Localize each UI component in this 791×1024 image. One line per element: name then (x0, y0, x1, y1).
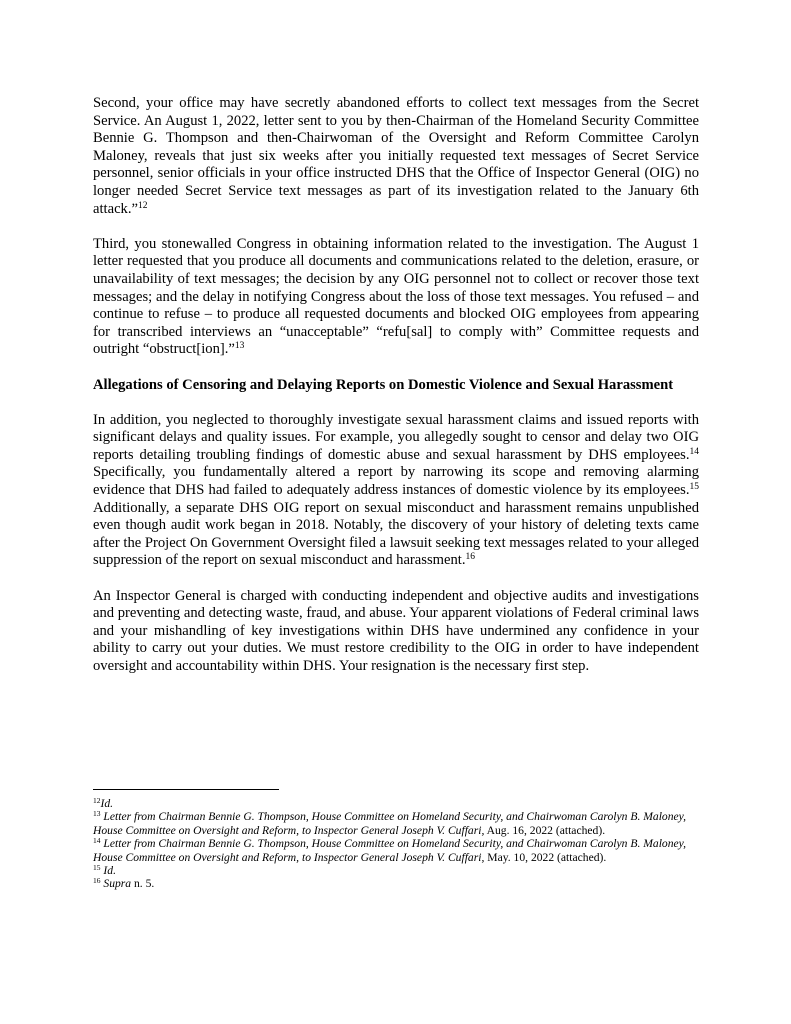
footnote-citation: Letter from Chairman Bennie G. Thompson, House Committee on Homeland Security, and Chairwoman Carolyn B. Maloney, House Committee on Oversight and Reform, to Inspector General Joseph V. Cuffari, (93, 810, 687, 837)
footnote-number: 15 (93, 863, 101, 873)
paragraph-harassment (93, 412, 699, 570)
paragraph-text: Additionally, a separate DHS OIG report on sexual misconduct and harassment remains unpublished even though audit work began in 2018. Notably, the discovery of your history of deleting texts came after the Project On Government Oversight filed a lawsuit seeking text messages related to your alleged suppression of the report on sexual misconduct and harassment. (93, 499, 699, 569)
footnote-16 (93, 877, 699, 890)
footnotes-section (93, 789, 699, 891)
footnote-13 (93, 810, 699, 837)
section-heading: Allegations of Censoring and Delaying Reports on Domestic Violence and Sexual Harassment (93, 376, 674, 393)
paragraph-conclusion (93, 588, 699, 676)
footnote-15 (93, 864, 699, 877)
footnote-ref: 13 (234, 341, 245, 352)
footnote-number: 12 (93, 796, 101, 805)
paragraph-text: Third, you stonewalled Congress in obtaining information related to the investigation. The August 1 letter requested that you produce all documents and communications related to the deletion, erasure, or unavailability of text messages; the decision by any OIG personnel not to collect or recover those text messages; and the delay in notifying Congress about the loss of those text messages. You refused – and continue to refuse – to produce all requested documents and blocked OIG employees from appearing for transcribed interviews an “unacceptable” “refu[sal] to comply with” Committee requests and outright “obstruct[ion].” (93, 235, 699, 358)
footnote-citation: Supra (103, 877, 132, 891)
footnote-number: 14 (93, 836, 101, 846)
footnote-ref: 12 (137, 200, 148, 211)
footnote-ref: 15 (689, 482, 699, 493)
footnote-divider (93, 789, 279, 790)
paragraph-stonewalled (93, 236, 699, 359)
paragraph-text: Second, your office may have secretly abandoned efforts to collect text messages from the Secret Service. An August 1, 2022, letter sent to you by then-Chairman of the Homeland Security Committee Bennie G. Thompson and then-Chairwoman of the Oversight and Reform Committee Carolyn Maloney, reveals that just six weeks after you initially requested text messages of Secret Service personnel, senior officials in your office instructed DHS that the Office of Inspector General (OIG) no longer needed Secret Service text messages as part of its investigation related to the January 6th attack.” (93, 95, 699, 217)
footnote-citation: Letter from Chairman Bennie G. Thompson, House Committee on Homeland Security, and Chairwoman Carolyn B. Maloney, House Committee on Oversight and Reform, to Inspector General Joseph V. Cuffari, (93, 837, 687, 864)
footnote-number: 13 (93, 809, 101, 819)
footnote-ref: 14 (689, 446, 699, 457)
paragraph-text: In addition, you neglected to thoroughly investigate sexual harassment claims and issued reports with significant delays and quality issues. For example, you allegedly sought to censor and delay two OIG reports detailing troubling findings of domestic abuse and sexual harassment by DHS employees. (93, 411, 699, 463)
paragraph-text: Specifically, you fundamentally altered a report by narrowing its scope and removing alarming evidence that DHS had failed to adequately address instances of domestic violence by its employees. (93, 464, 699, 499)
paragraph-text-messages (93, 95, 699, 218)
footnote-ref: 16 (465, 552, 475, 563)
footnote-rest: Aug. 16, 2022 (attached). (484, 823, 606, 837)
footnote-citation: Id. (103, 864, 116, 878)
footnote-citation: Id. (100, 797, 114, 810)
footnote-number: 16 (93, 876, 101, 886)
letter-body (93, 95, 699, 693)
footnote-rest: n. 5. (131, 877, 155, 891)
footnote-rest: May. 10, 2022 (attached). (484, 850, 607, 864)
footnote-14 (93, 837, 699, 864)
footnote-12 (93, 797, 699, 810)
paragraph-text: An Inspector General is charged with conducting independent and objective audits and investigations and preventing and detecting waste, fraud, and abuse. Your apparent violations of Federal criminal laws and your mishandling of key investigations within DHS have undermined any confidence in your ability to carry out your duties. We must restore credibility to the OIG in order to have independent oversight and accountability within DHS. Your resignation is the necessary first step. (93, 587, 699, 674)
